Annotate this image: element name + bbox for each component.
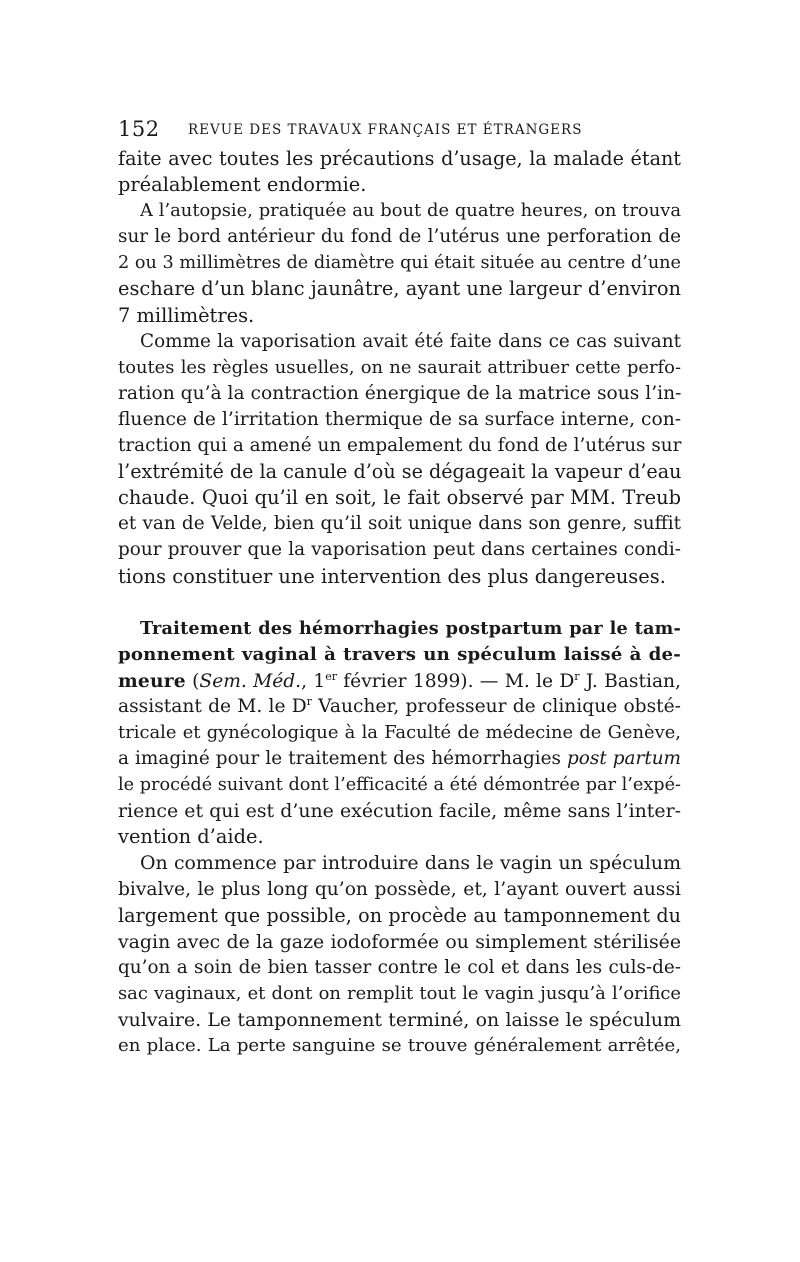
doctor-sup: r <box>574 669 580 683</box>
line4-sup: r <box>306 694 312 708</box>
text-line: préalablement endormie. <box>118 173 367 197</box>
page-number: 152 <box>118 117 160 141</box>
article-title-line: ponnement vaginal à travers un spéculum laissé à de- <box>118 643 681 665</box>
text-line: tions constituer une intervention des plus dangereuses. <box>118 564 666 588</box>
text-line <box>118 694 681 720</box>
text-line: eschare d’un blanc jaunâtre, ayant une largeur d’environ <box>118 277 681 301</box>
text-line: vagin avec de la gaze iodoformée ou simplement stérilisée <box>118 930 681 953</box>
text-line: bivalve, le plus long qu’on possède, et, l’ayant ouvert aussi <box>118 878 681 900</box>
article-source-line <box>118 668 681 694</box>
text-line: l’extrémité de la canule d’où se dégageait la vapeur d’eau <box>118 460 682 484</box>
text-line: 7 millimètres. <box>118 303 255 327</box>
procedure-paragraph <box>118 850 681 1059</box>
post-partum-italic: post partum <box>567 748 681 770</box>
text-line: chaude. Quoi qu’il en soit, le fait observé par MM. Treub <box>118 486 681 510</box>
text-line: traction qui a amené un empalement du fond de l’utérus sur <box>118 435 682 457</box>
author: J. Bastian, <box>579 670 681 692</box>
article-title-line: Traitement des hémorrhagies postpartum par le tam- <box>140 617 681 639</box>
text-line: vulvaire. Le tamponnement terminé, on laisse le spéculum <box>118 1009 681 1031</box>
text-line: qu’on a soin de bien tasser contre le col et dans les culs-de- <box>118 956 681 978</box>
text-line: On commence par introduire dans le vagin un spéculum <box>140 852 681 875</box>
text-line: rience et qui est d’une exécution facile, même sans l’inter- <box>118 800 681 823</box>
text-line: pour prouver que la vaporisation peut dans certaines condi- <box>118 539 681 561</box>
source-open: ( <box>192 670 200 692</box>
source-date-post: février 1899). — M. le D <box>336 670 575 692</box>
source-date-sup: er <box>325 669 337 683</box>
line4-pre: assistant de M. le D <box>118 695 307 717</box>
conclusion-paragraph <box>118 329 681 590</box>
running-head <box>118 112 681 146</box>
continued-paragraph <box>118 146 681 198</box>
text-line: A l’autopsie, pratiquée au bout de quatre heures, on trouva <box>140 200 681 222</box>
text-line: sur le bord antérieur du fond de l’utérus une perforation de <box>118 226 681 248</box>
text-line: vention d’aide. <box>118 825 264 849</box>
text-line: 2 ou 3 millimètres de diamètre qui était située au centre d’une <box>118 253 681 274</box>
line6-pre: a imaginé pour le traitement des hémorrhagies <box>118 748 568 770</box>
text-line: Comme la vaporisation avait été faite dans ce cas suivant <box>140 330 681 352</box>
article-paragraph <box>118 616 681 851</box>
text-line <box>118 746 681 772</box>
text-line: faite avec toutes les précautions d’usage, la malade étant <box>118 147 681 170</box>
article-title-end: meure <box>118 669 186 692</box>
text-line: toutes les règles usuelles, on ne saurait attribuer cette perfo- <box>118 356 681 378</box>
text-line: sac vaginaux, et dont on remplit tout le vagin jusqu’à l’orifice <box>118 982 681 1004</box>
text-line: fluence de l’irritation thermique de sa surface interne, con- <box>118 408 681 430</box>
text-line: et van de Velde, bien qu’il soit unique dans son genre, suffit <box>118 513 681 535</box>
text-line: le procédé suivant dont l’efficacité a été démontrée par l’expé- <box>118 775 681 796</box>
text-line: tricale et gynécologique à la Faculté de médecine de Genève, <box>118 721 681 743</box>
source-journal: Sem. Méd. <box>199 670 302 692</box>
book-page <box>118 112 681 1059</box>
source-date-pre: , 1 <box>301 670 326 692</box>
line4-post: Vaucher, professeur de clinique obsté- <box>311 695 681 717</box>
section-gap <box>118 590 681 616</box>
text-line: ration qu’à la contraction énergique de la matrice sous l’in- <box>118 382 682 404</box>
text-line: largement que possible, on procède au tamponnement du <box>118 903 681 927</box>
autopsy-paragraph <box>118 198 681 328</box>
running-title: REVUE DES TRAVAUX FRANÇAIS ET ÉTRANGERS <box>188 122 583 138</box>
text-line: en place. La perte sanguine se trouve généralement arrêtée, <box>118 1035 681 1057</box>
